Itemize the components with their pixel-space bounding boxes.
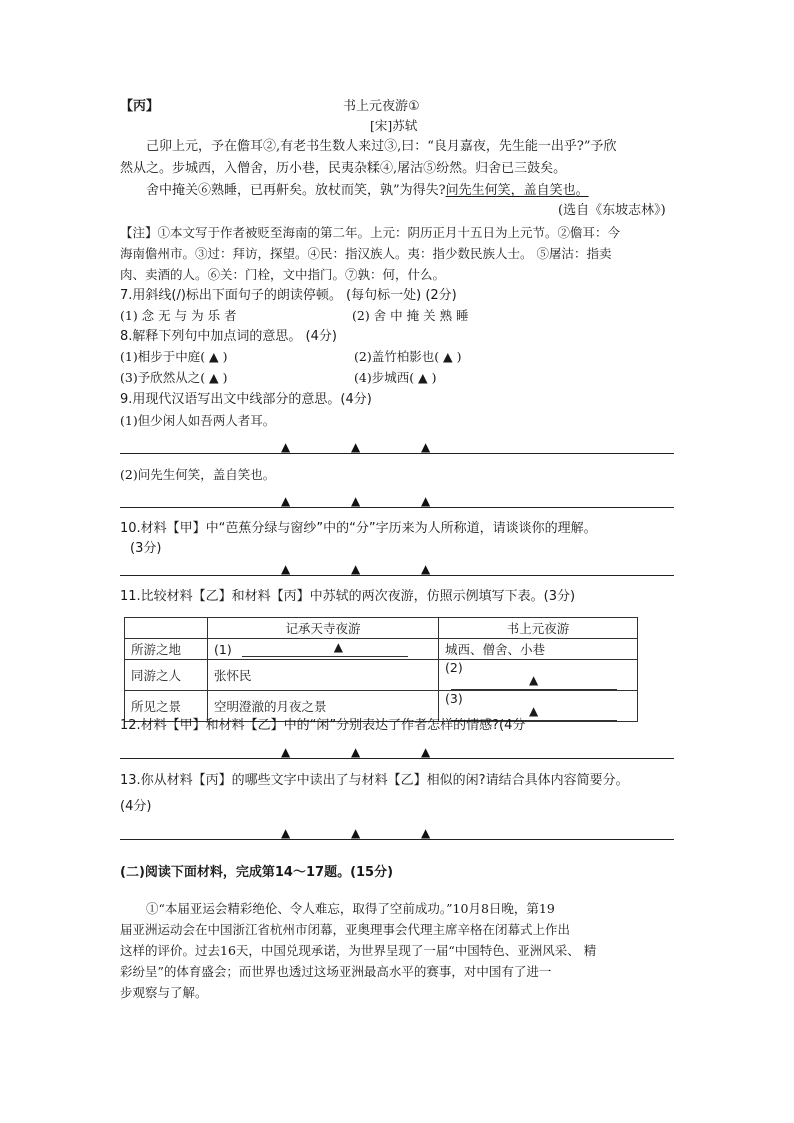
section-tag-bing: 【丙】 [120,99,160,114]
answer-placeholder-triangle: ▲ [351,562,361,576]
question-12-stem: 12.材料【甲】和材料【乙】中的“闲”分别表达了作者怎样的情感?(4分 [120,718,526,733]
answer-line[interactable] [120,839,674,840]
answer-line[interactable] [120,507,674,508]
answer-placeholder-triangle: ▲ [421,562,431,576]
question-10-points: (3分) [130,541,162,556]
table-cell: 城西、僧舍、小巷 [439,639,638,660]
passage-source: (选自《东坡志林》) [558,203,666,218]
question-7-item-2: (2) 舍 中 掩 关 熟 睡 [352,308,469,323]
question-8-item-4: (4)步城西( ▲ ) [354,370,437,385]
note-line: 【注】①本文写于作者被贬至海南的第二年。上元：阴历正月十五日为上元节。②儋耳：今 [120,225,621,240]
answer-placeholder-triangle: ▲ [281,494,291,508]
passage-author: [宋]苏轼 [370,118,418,133]
question-9-stem: 9.用现代汉语写出文中线部分的意思。(4分) [120,392,372,407]
question-11-stem: 11.比较材料【乙】和材料【丙】中苏轼的两次夜游，仿照示例填写下表。(3分) [120,589,576,604]
answer-line[interactable] [120,758,674,759]
passage-line [146,182,589,200]
table-cell: 空明澄澈的月夜之景 [208,691,439,722]
note-line: 海南儋州市。③过：拜访，探望。④民：指汉族人。夷：指少数民族人士。 ⑤屠沽：指卖 [120,246,612,261]
table-cell-blank[interactable] [208,639,439,660]
answer-placeholder-triangle: ▲ [351,440,361,454]
answer-placeholder-triangle: ▲ [281,562,291,576]
table-row-label: 所游之地 [125,639,208,660]
question-8-item-2: (2)盖竹柏影也( ▲ ) [354,349,462,364]
answer-placeholder-triangle: ▲ [333,639,343,654]
answer-placeholder-triangle: ▲ [281,745,291,759]
table-cell-blank[interactable] [439,660,638,691]
table-row-label: 所见之景 [125,691,208,722]
answer-placeholder-triangle: ▲ [421,494,431,508]
answer-placeholder-triangle: ▲ [421,745,431,759]
table-header-cell: 书上元夜游 [439,618,638,639]
question-9-item-2: (2)问先生何笑，盖自笑也。 [120,467,276,482]
article-line: 这样的评价。过去16天，中国兑现承诺，为世界呈现了一届“中国特色、亚洲风采、 精 [120,943,597,958]
blank-number: (3) [445,691,463,706]
comparison-table [124,617,638,722]
question-8-item-3: (3)予欣然从之( ▲ ) [120,370,228,385]
passage-title: 书上元夜游① [343,99,420,114]
question-7-stem: 7.用斜线(/)标出下面句子的朗读停顿。 (每句标一处) (2分) [120,288,457,303]
passage-line: 然从之。步城西，入僧舍，历小巷，民夷杂糅④,屠沽⑤纷然。归舍已三鼓矣。 [120,161,567,176]
article-line: 步观察与了解。 [120,985,208,1000]
answer-placeholder-triangle: ▲ [351,494,361,508]
question-10-stem: 10.材料【甲】中“芭蕉分绿与窗纱”中的“分”字历来为人所称道，请谈谈你的理解。 [120,521,597,536]
answer-placeholder-triangle: ▲ [351,826,361,840]
answer-placeholder-triangle: ▲ [529,704,539,718]
table-header-row [125,618,638,639]
question-8-stem: 8.解释下列句中加点词的意思。 (4分) [120,329,337,344]
answer-placeholder-triangle: ▲ [421,440,431,454]
question-9-item-1: (1)但少闲人如吾两人者耳。 [120,413,276,428]
table-header-empty [125,618,208,639]
question-7-item-1: (1) 念 无 与 为 乐 者 [120,308,237,323]
table-row [125,660,638,691]
section-2-heading: (二)阅读下面材料，完成第14～17题。(15分) [120,865,394,880]
blank-number: (1) [214,641,232,657]
article-line: ①“本届亚运会精彩绝伦、令人难忘，取得了空前成功。”10月8日晚，第19 [146,901,555,916]
answer-placeholder-triangle: ▲ [351,745,361,759]
answer-line[interactable] [120,575,674,576]
passage-line: 己卯上元，予在儋耳②,有老书生数人来过③,曰：“良月嘉夜，先生能一出乎?”予欣 [146,139,617,154]
passage-text: 舍中掩关⑥熟睡，已再鼾矣。放杖而笑，孰”为得失? [146,183,446,198]
table-row-label: 同游之人 [125,660,208,691]
question-13-stem: 13.你从材料【丙】的哪些文字中读出了与材料【乙】相似的闲?请结合具体内容简要分。 [120,773,629,788]
article-line: 届亚洲运动会在中国浙江省杭州市闭幕，亚奥理事会代理主席辛格在闭幕式上作出 [120,922,571,937]
fill-in-blank[interactable] [242,639,408,657]
table-header-cell: 记承天寺夜游 [208,618,439,639]
answer-placeholder-triangle: ▲ [281,826,291,840]
question-13-points: (4分) [120,799,152,814]
fill-in-blank[interactable] [451,675,617,690]
blank-number: (2) [445,660,463,675]
note-line: 肉、卖酒的人。⑥关：门栓，文中指门。⑦孰：何，什么。 [120,267,446,282]
underlined-sentence: 问先生何笑，盖自笑也。 [445,183,589,198]
answer-placeholder-triangle: ▲ [529,673,539,687]
answer-line[interactable] [120,453,674,454]
answer-placeholder-triangle: ▲ [281,440,291,454]
answer-placeholder-triangle: ▲ [421,826,431,840]
question-8-item-1: (1)相步于中庭( ▲ ) [120,349,228,364]
article-line: 彩纷呈”的体育盛会；而世界也透过这场亚洲最高水平的赛事，对中国有了进一 [120,964,552,979]
table-cell: 张怀民 [208,660,439,691]
table-row [125,639,638,660]
